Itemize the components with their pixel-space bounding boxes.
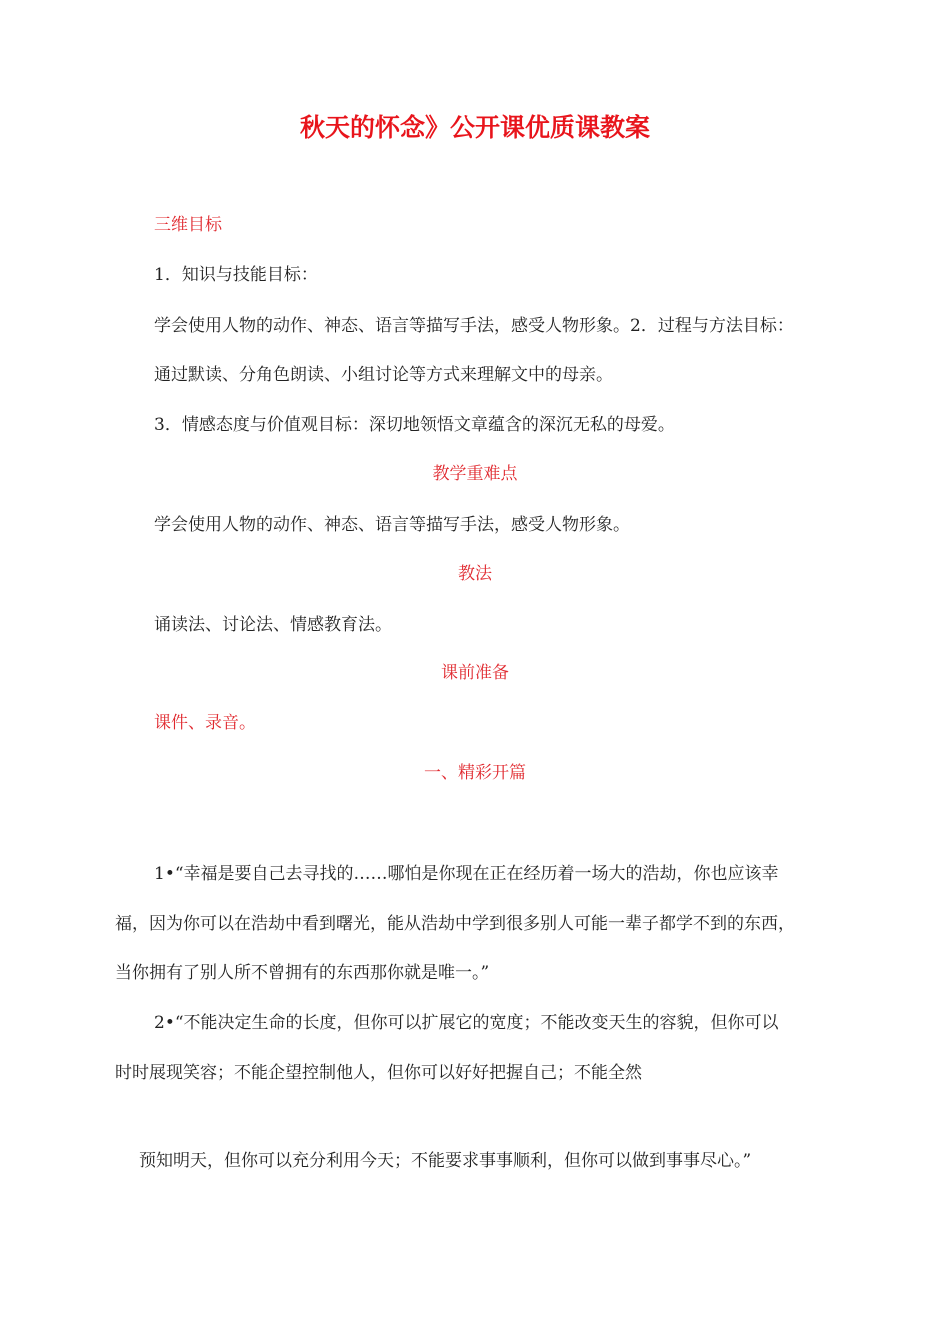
quote-1-line-2: 福，因为你可以在浩劫中看到曙光，能从浩劫中学到很多别人可能一辈子都学不到的东西，: [115, 914, 795, 934]
key-points-heading: 教学重难点: [432, 464, 518, 484]
preparation-heading: 课前准备: [441, 663, 509, 683]
objective-1-heading: 1．知识与技能目标：: [154, 265, 318, 285]
quote-2-line-2: 时时展现笑容；不能企望控制他人，但你可以好好把握自己；不能全然: [115, 1063, 642, 1083]
objective-2-text: 通过默读、分角色朗读、小组讨论等方式来理解文中的母亲。: [154, 365, 613, 385]
methods-text: 诵读法、讨论法、情感教育法。: [154, 615, 392, 635]
quote-1-line-3: 当你拥有了别人所不曾拥有的东西那你就是唯一。”: [115, 963, 490, 983]
opening-heading: 一、精彩开篇: [424, 763, 526, 783]
methods-heading: 教法: [458, 564, 492, 584]
objective-3-text: 3．情感态度与价值观目标：深切地领悟文章蕴含的深沉无私的母爱。: [154, 415, 675, 435]
quote-2-line-3: 预知明天，但你可以充分利用今天；不能要求事事顺利，但你可以做到事事尽心。”: [139, 1151, 752, 1171]
document-title: 秋天的怀念》公开课优质课教案: [299, 113, 650, 142]
key-points-text: 学会使用人物的动作、神态、语言等描写手法，感受人物形象。: [154, 515, 630, 535]
preparation-text: 课件、录音。: [154, 713, 256, 733]
quote-2-line-1: 2•“不能决定生命的长度，但你可以扩展它的宽度；不能改变天生的容貌，但你可以: [154, 1013, 779, 1033]
quote-1-line-1: 1•“幸福是要自己去寻找的……哪怕是你现在正在经历着一场大的浩劫，你也应该幸: [154, 864, 779, 884]
objective-1-text: 学会使用人物的动作、神态、语言等描写手法，感受人物形象。2．过程与方法目标：: [154, 316, 794, 336]
objectives-heading: 三维目标: [154, 215, 222, 235]
